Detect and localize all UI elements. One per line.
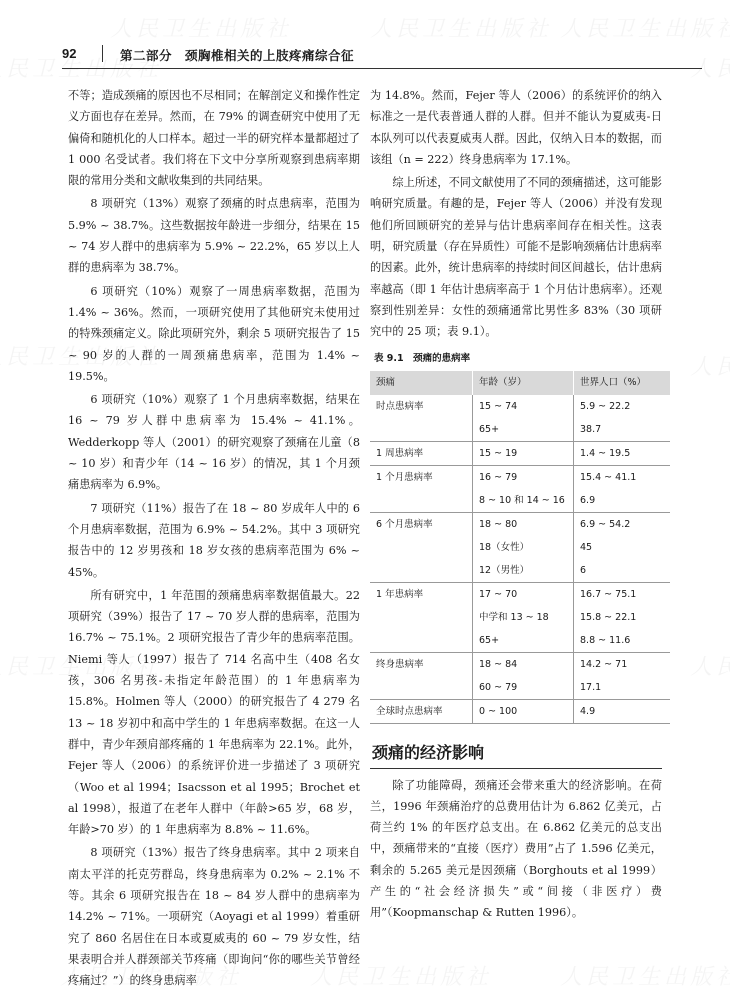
watermark [690,650,730,681]
table-row [370,606,670,629]
age-cell: 中学和 13 ~ 18 [473,606,574,629]
table-row [370,395,670,418]
population-cell: 6 [574,559,671,583]
page-header [62,42,702,68]
prevalence-type-cell [370,676,473,700]
prevalence-type-cell: 时点患病率 [376,400,424,412]
prevalence-type-cell: 1 个月患病率 [370,465,473,489]
body-paragraph: 6 项研究（10%）观察了 1 个月患病率数据，结果在 16 ~ 79 岁人群中患病率为 15.4% ~ 41.1%。Wedderkopp 等人（2001）的研究观察了颈痛在儿童（8 ~ 10 岁）和青少年（14 ~ 16 岁）的情况，其 1 个月颈痛患病率为 6.9%。 [68,393,360,492]
age-cell: 8 ~ 10 和 14 ~ 16 [473,489,574,513]
header-age: 年龄（岁） [473,371,574,395]
table-row [370,536,670,559]
prevalence-type-cell [370,489,473,513]
body-paragraph: 综上所述，不同文献使用了不同的颈痛描述，这可能影响研究质量。有趣的是，Fejer 等人（2006）并没有发现他们所回顾研究的差异与估计患病率间存在相关性。这表明，研究质量（存在异质性）可能不是影响颈痛估计患病率的因素。此外，统计患病率的持续时间区间越长，估计患病率越高（即 1 年估计患病率高于 1 个月估计患病率）。还观察到性别差异：女性的颈痛通常比男性多 83%（30 项研究中的 25 项；表 9.1）。 [370,176,662,339]
section-paragraph: 除了功能障碍，颈痛还会带来重大的经济影响。在荷兰，1996 年颈痛治疗的总费用估计为 6.862 亿美元，占荷兰约 1% 的年医疗总支出。在 6.862 亿美元的总支出中，颈痛带来的“直接（医疗）费用”占了 1.596 亿美元，剩余的 5.265 美元是因颈痛（Borghouts et al 1999）产生的“社会经济损失”或“间接（非医疗）费用”（Koopmanschap & Rutten 1996）。 [370,778,662,920]
population-cell: 6.9 ~ 54.2 [574,512,671,536]
header-separator [102,45,103,62]
population-cell: 38.7 [574,418,671,442]
table-row [370,676,670,700]
table-caption: 表 9.1 颈痛的患病率 [374,352,471,364]
table-row [370,441,670,465]
body-paragraph: 7 项研究（11%）报告了在 18 ~ 80 岁成年人中的 6 个月患病率数据，范围为 6.9% ~ 54.2%。其中 3 项研究报告中的 12 岁男孩和 18 岁女孩的患病率范围为 6% ~ 45%。 [68,501,360,579]
table-row [370,629,670,653]
population-cell: 6.9 [574,489,671,513]
age-cell: 65+ [473,418,574,442]
age-cell: 65+ [473,629,574,653]
watermark [370,12,552,43]
table-body [370,395,670,724]
section-heading: 颈痛的经济影响 [372,742,485,762]
header-rule [62,68,702,69]
prevalence-type-cell [370,418,473,442]
prevalence-table [370,371,670,724]
prevalence-type-cell: 全球时点患病率 [370,699,473,723]
age-cell: 15 ~ 19 [473,441,574,465]
table-row [370,512,670,536]
watermark [690,350,730,381]
prevalence-type-cell: 6 个月患病率 [370,512,473,536]
header-neck-pain: 颈痛 [370,371,473,395]
body-paragraph: 8 项研究（13%）报告了终身患病率。其中 2 项来自南太平洋的托克劳群岛，终身患病率为 0.2% ~ 2.1% 不等。其余 6 项研究报告在 18 ~ 84 岁人群中的患病率为 14.2% ~ 71%。一项研究（Aoyagi et al 1999）着重研究了 860 名居住在日本或夏威夷的 60 ~ 79 岁女性，结果表明合并人群颈部关节疼痛（即询问“你的哪些关节曾经疼痛过？”）的终身患病率 [68,846,360,988]
table-header-row [370,371,670,395]
population-cell: 16.7 ~ 75.1 [574,582,671,606]
table-row [370,652,670,676]
table-row [370,582,670,606]
watermark [560,960,730,991]
body-paragraph: 不等；造成颈痛的原因也不尽相同；在解剖定义和操作性定义方面也存在差异。然而，在 79% 的调查研究中使用了无偏倚和随机化的人口样本。超过一半的研究样本量都超过了 1 000 名受试者。我们将在下文中分享所观察到患病率期限的常用分类和文献收集到的共同结果。 [68,89,360,188]
prevalence-type-cell: 终身患病率 [370,652,473,676]
population-cell: 8.8 ~ 11.6 [574,629,671,653]
age-cell: 18（女性） [473,536,574,559]
table-row [370,489,670,513]
age-cell: 18 ~ 80 [473,512,574,536]
prevalence-type-cell [370,559,473,583]
body-paragraph: 为 14.8%。然而，Fejer 等人（2006）的系统评价的纳入标准之一是代表普通人群的人群。但并不能认为夏威夷-日本队列可以代表夏威夷人群。因此，仅纳入日本的数据，而该组（n = 222）终身患病率为 17.1%。 [370,89,662,166]
body-paragraph: 6 项研究（10%）观察了一周患病率数据，范围为 1.4% ~ 36%。然而，一项研究使用了其他研究未使用过的特殊颈痛定义。除此项研究外，剩余 5 项研究报告了 15 ~ 90 岁的人群的一周颈痛患病率，范围为 1.4% ~ 19.5%。 [68,284,360,383]
table-row [370,418,670,442]
population-cell: 15.8 ~ 22.1 [574,606,671,629]
right-column-text [370,85,662,343]
left-column [68,85,360,993]
section-body [370,775,662,924]
age-cell: 16 ~ 79 [473,465,574,489]
header-population: 世界人口（%） [574,371,671,395]
prevalence-type-cell: 1 年患病率 [370,582,473,606]
prevalence-type-cell [370,629,473,653]
population-cell: 17.1 [574,676,671,700]
section-rule [370,768,662,769]
prevalence-type-cell [370,606,473,629]
age-cell: 17 ~ 70 [473,582,574,606]
age-cell: 18 ~ 84 [473,652,574,676]
age-cell: 15 ~ 74 [473,395,574,418]
population-cell: 45 [574,536,671,559]
table-row [370,559,670,583]
page-number: 92 [62,46,77,61]
population-cell: 5.9 ~ 22.2 [574,395,671,418]
table-row [370,699,670,723]
population-cell: 1.4 ~ 19.5 [574,441,671,465]
population-cell: 4.9 [574,699,671,723]
body-paragraph: 8 项研究（13%）观察了颈痛的时点患病率，范围为 5.9% ~ 38.7%。这些数据按年龄进一步细分，结果在 15 ~ 74 岁人群中的患病率为 5.9% ~ 22.2%，65 岁以上人群的患病率为 38.7%。 [68,197,360,275]
age-cell: 0 ~ 100 [473,699,574,723]
right-column [370,85,662,926]
watermark [110,12,292,43]
prevalence-type-cell [370,536,473,559]
watermark [560,12,730,43]
population-cell: 14.2 ~ 71 [574,652,671,676]
population-cell: 15.4 ~ 41.1 [574,465,671,489]
age-cell: 60 ~ 79 [473,676,574,700]
body-paragraph: 所有研究中，1 年范围的颈痛患病率数据值最大。22 项研究（39%）报告了 17 ~ 70 岁人群的患病率，范围为 16.7% ~ 75.1%。2 项研究报告了青少年的患病率范围。Niemi 等人（1997）报告了 714 名高中生（408 名女孩，306 名男孩-未指定年龄范围）的 1 年患病率为 15.8%。Holmen 等人（2000）的研究报告了 4 279 名 13 ~ 18 岁初中和高中学生的 1 年患病率数据。在这一人群中，青少年颈肩部疼痛的 1 年患病率为 22.1%。此外，Fejer 等人（2006）的系统评价进一步描述了 3 项研究（Woo et al 1994；Isacsson et al 1995；Brochet et al 1998），报道了在老年人群中（年龄>65 岁，68 岁，年龄>70 岁）的 1 年患病率为 8.8% ~ 11.6%。 [68,588,360,837]
prevalence-table-block [370,349,662,724]
table-row [370,465,670,489]
prevalence-type-cell: 1 周患病率 [370,441,473,465]
running-title: 第二部分 颈胸椎相关的上肢疼痛综合征 [120,48,355,63]
age-cell: 12（男性） [473,559,574,583]
